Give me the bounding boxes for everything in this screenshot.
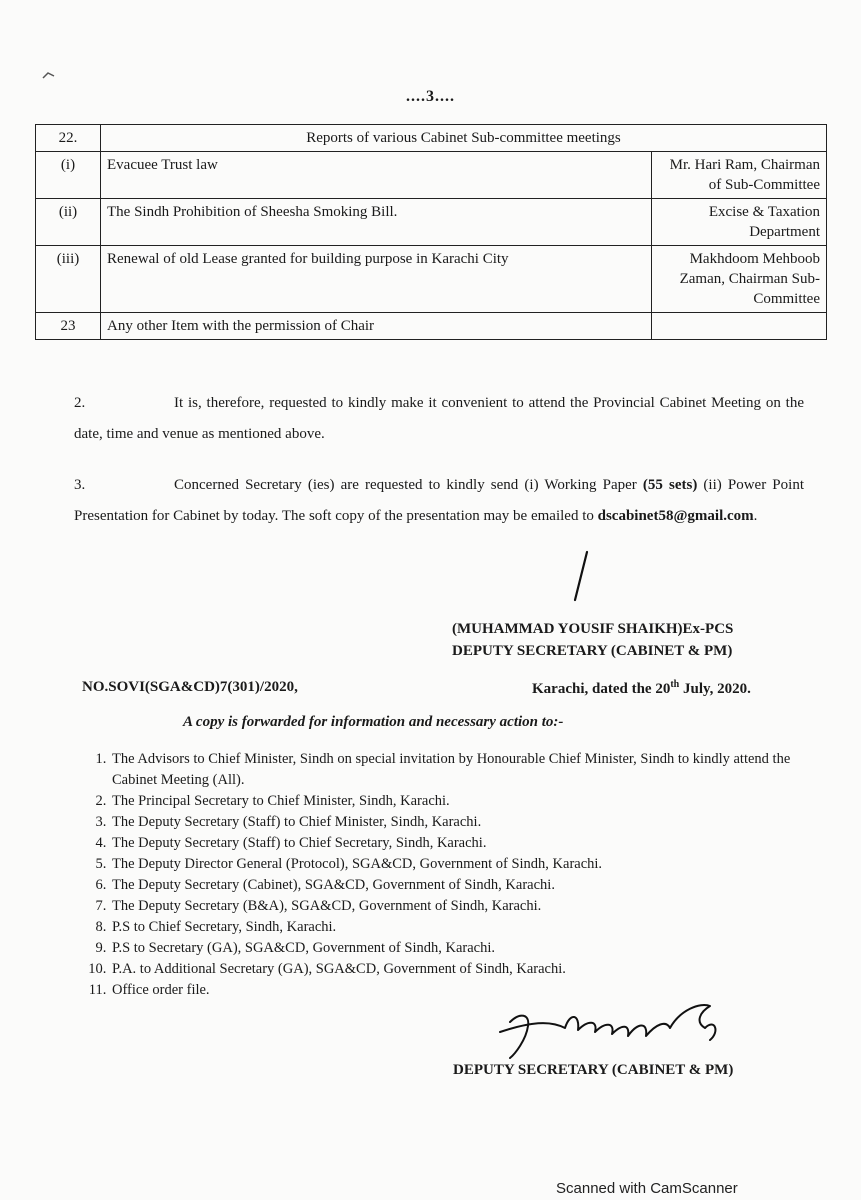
paragraph-number: 2.: [74, 395, 86, 411]
date-line: Karachi, dated the 20th July, 2020.: [532, 679, 751, 697]
agenda-item-subject: Reports of various Cabinet Sub-committee meetings: [101, 125, 827, 152]
distribution-item: 1. The Advisors to Chief Minister, Sindh on special invitation by Honourable Chief Minister, Sindh to kindly attend the Cabinet Meeting (All).: [110, 749, 830, 791]
agenda-item-presenter: [652, 313, 827, 340]
agenda-row: [36, 246, 827, 313]
distribution-list: [80, 749, 830, 1001]
signer-block: [452, 618, 733, 662]
agenda-item-number: 23: [36, 313, 101, 340]
page-number: ....3....: [406, 88, 455, 105]
agenda-item-subject: Any other Item with the permission of Chair: [101, 313, 652, 340]
agenda-item-number: (ii): [36, 199, 101, 246]
distribution-item: 11. Office order file.: [110, 980, 830, 1001]
handwritten-signature: [470, 992, 740, 1062]
distribution-item: 4. The Deputy Secretary (Staff) to Chief Secretary, Sindh, Karachi.: [110, 833, 830, 854]
email-address: dscabinet58@gmail.com: [597, 508, 754, 524]
paragraph-number: 3.: [74, 477, 86, 493]
paragraph-3: [74, 470, 804, 532]
distribution-item: 2. The Principal Secretary to Chief Minister, Sindh, Karachi.: [110, 791, 830, 812]
signer-title: DEPUTY SECRETARY (CABINET & PM): [452, 643, 733, 659]
working-paper-sets: (55 sets): [642, 477, 698, 493]
agenda-item-subject: The Sindh Prohibition of Sheesha Smoking Bill.: [101, 199, 652, 246]
agenda-item-presenter: Mr. Hari Ram, Chairman of Sub-Committee: [652, 152, 827, 199]
paragraph-text: Concerned Secretary (ies) are requested to kindly send (i) Working Paper: [174, 477, 643, 493]
pen-stroke: [565, 548, 595, 608]
agenda-row: [36, 152, 827, 199]
footer-signature-title: DEPUTY SECRETARY (CABINET & PM): [453, 1062, 734, 1078]
paragraph-text: It is, therefore, requested to kindly make it convenient to attend the Provincial Cabinet Meeting on the date, time and venue as mentioned above.: [74, 395, 804, 442]
agenda-row: [36, 313, 827, 340]
agenda-item-number: (iii): [36, 246, 101, 313]
agenda-table: [35, 124, 827, 340]
distribution-item: 9. P.S to Secretary (GA), SGA&CD, Government of Sindh, Karachi.: [110, 938, 830, 959]
agenda-item-subject: Evacuee Trust law: [101, 152, 652, 199]
distribution-item: 3. The Deputy Secretary (Staff) to Chief Minister, Sindh, Karachi.: [110, 812, 830, 833]
scan-mark: [42, 70, 56, 80]
distribution-item: 10. P.A. to Additional Secretary (GA), SGA&CD, Government of Sindh, Karachi.: [110, 959, 830, 980]
signer-name: (MUHAMMAD YOUSIF SHAIKH)Ex-PCS: [452, 621, 734, 637]
distribution-item: 5. The Deputy Director General (Protocol), SGA&CD, Government of Sindh, Karachi.: [110, 854, 830, 875]
copy-forwarded-heading: A copy is forwarded for information and necessary action to:-: [183, 714, 564, 730]
agenda-item-subject: Renewal of old Lease granted for building purpose in Karachi City: [101, 246, 652, 313]
paragraph-text-continued: (ii) Power Point Presentation for Cabinet by today. The soft copy of the presentation may be emailed to: [74, 477, 804, 524]
distribution-item: 8. P.S to Chief Secretary, Sindh, Karachi.: [110, 917, 830, 938]
paragraph-2: [74, 388, 804, 450]
distribution-item: 7. The Deputy Secretary (B&A), SGA&CD, Government of Sindh, Karachi.: [110, 896, 830, 917]
paragraph-end: .: [753, 508, 758, 524]
agenda-item-number: (i): [36, 152, 101, 199]
agenda-item-presenter: Makhdoom Mehboob Zaman, Chairman Sub-Committee: [652, 246, 827, 313]
agenda-row: [36, 125, 827, 152]
agenda-item-number: 22.: [36, 125, 101, 152]
scanner-watermark: Scanned with CamScanner: [556, 1180, 738, 1197]
reference-number: NO.SOVI(SGA&CD)7(301)/2020,: [82, 679, 298, 695]
agenda-item-presenter: Excise & Taxation Department: [652, 199, 827, 246]
agenda-row: [36, 199, 827, 246]
distribution-item: 6. The Deputy Secretary (Cabinet), SGA&CD, Government of Sindh, Karachi.: [110, 875, 830, 896]
